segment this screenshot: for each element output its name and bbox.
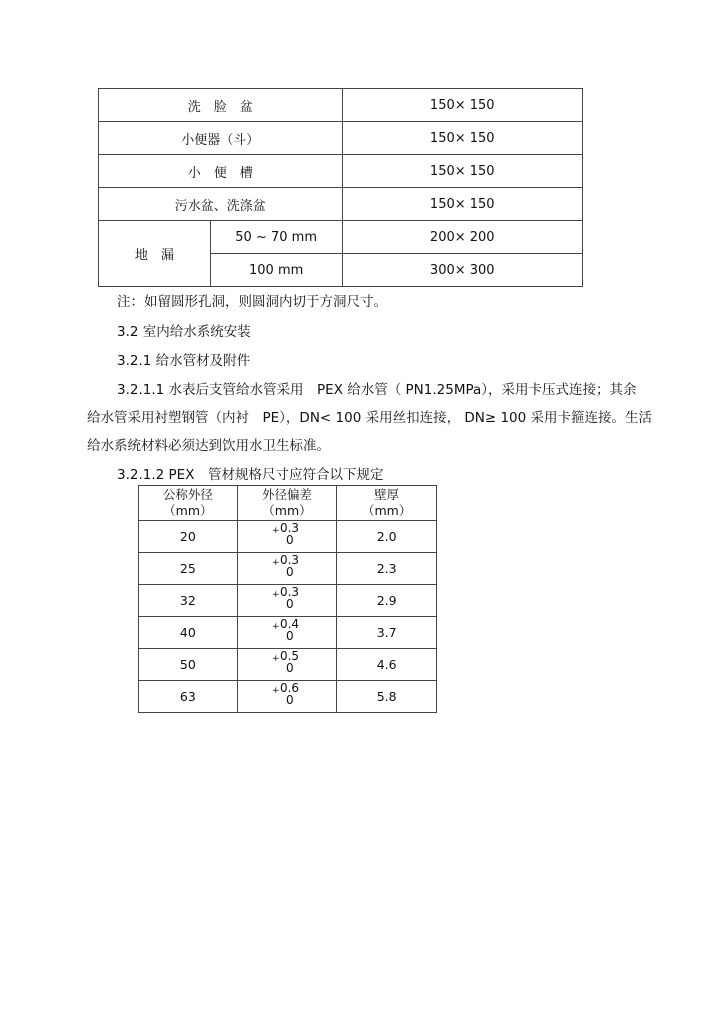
table-note: 注：如留圆形孔洞，则圆洞内切于方洞尺寸。 <box>117 294 387 310</box>
fixture-name: 洗 脸 盆 <box>99 89 343 122</box>
section-heading-3-2: 3.2 室内给水系统安装 <box>117 324 251 340</box>
wall-thickness: 3.7 <box>337 617 437 649</box>
hole-size: 150× 150 <box>342 155 583 188</box>
diameter-tolerance: + 0.5 0 <box>237 649 337 681</box>
hole-size: 150× 150 <box>342 89 583 122</box>
wall-thickness: 4.6 <box>337 649 437 681</box>
table-row <box>139 617 437 649</box>
hole-size: 150× 150 <box>342 122 583 155</box>
fixture-name: 小 便 槽 <box>99 155 343 188</box>
outer-diameter: 40 <box>139 617 238 649</box>
outer-diameter: 25 <box>139 553 238 585</box>
table-row <box>99 122 583 155</box>
hole-size: 300× 300 <box>342 254 583 287</box>
pex-spec-table <box>138 485 437 713</box>
table-header-row <box>139 486 437 521</box>
diameter-tolerance: + 0.3 0 <box>237 521 337 553</box>
paragraph-line: 3.2.1.1 水表后支管给水管采用 PEX 给水管（ PN1.25MPa），采用卡压式连接；其余 <box>117 382 637 398</box>
table-row <box>139 681 437 713</box>
wall-thickness: 5.8 <box>337 681 437 713</box>
outer-diameter: 50 <box>139 649 238 681</box>
fixture-name: 污水盆、洗涤盆 <box>99 188 343 221</box>
table-row <box>99 221 583 254</box>
table-row <box>99 155 583 188</box>
header-cell: 公称外径 （mm） <box>139 486 238 521</box>
paragraph-line: 给水管采用衬塑钢管（内衬 PE），DN< 100 采用丝扣连接， DN≥ 100 采用卡箍连接。生活 <box>87 410 653 426</box>
section-heading-3-2-1: 3.2.1 给水管材及附件 <box>117 353 251 369</box>
table-row <box>139 521 437 553</box>
outer-diameter: 63 <box>139 681 238 713</box>
outer-diameter: 32 <box>139 585 238 617</box>
fixture-name: 小便器（斗） <box>99 122 343 155</box>
diameter-tolerance: + 0.4 0 <box>237 617 337 649</box>
wall-thickness: 2.9 <box>337 585 437 617</box>
table-row <box>99 89 583 122</box>
floor-drain-name: 地 漏 <box>99 221 211 287</box>
table-row <box>139 553 437 585</box>
section-heading-3-2-1-2: 3.2.1.2 PEX 管材规格尺寸应符合以下规定 <box>117 467 384 483</box>
hole-size: 150× 150 <box>342 188 583 221</box>
header-cell: 外径偏差 （mm） <box>237 486 337 521</box>
reserved-hole-table <box>98 88 583 287</box>
table-row <box>139 585 437 617</box>
header-cell: 壁厚 （mm） <box>337 486 437 521</box>
wall-thickness: 2.3 <box>337 553 437 585</box>
hole-size: 200× 200 <box>342 221 583 254</box>
paragraph-line: 给水系统材料必须达到饮用水卫生标准。 <box>87 438 330 454</box>
diameter-tolerance: + 0.6 0 <box>237 681 337 713</box>
table-row <box>139 649 437 681</box>
diameter-tolerance: + 0.3 0 <box>237 553 337 585</box>
table-row <box>99 188 583 221</box>
diameter-tolerance: + 0.3 0 <box>237 585 337 617</box>
floor-drain-spec: 100 mm <box>210 254 342 287</box>
wall-thickness: 2.0 <box>337 521 437 553</box>
outer-diameter: 20 <box>139 521 238 553</box>
floor-drain-spec: 50 ~ 70 mm <box>210 221 342 254</box>
